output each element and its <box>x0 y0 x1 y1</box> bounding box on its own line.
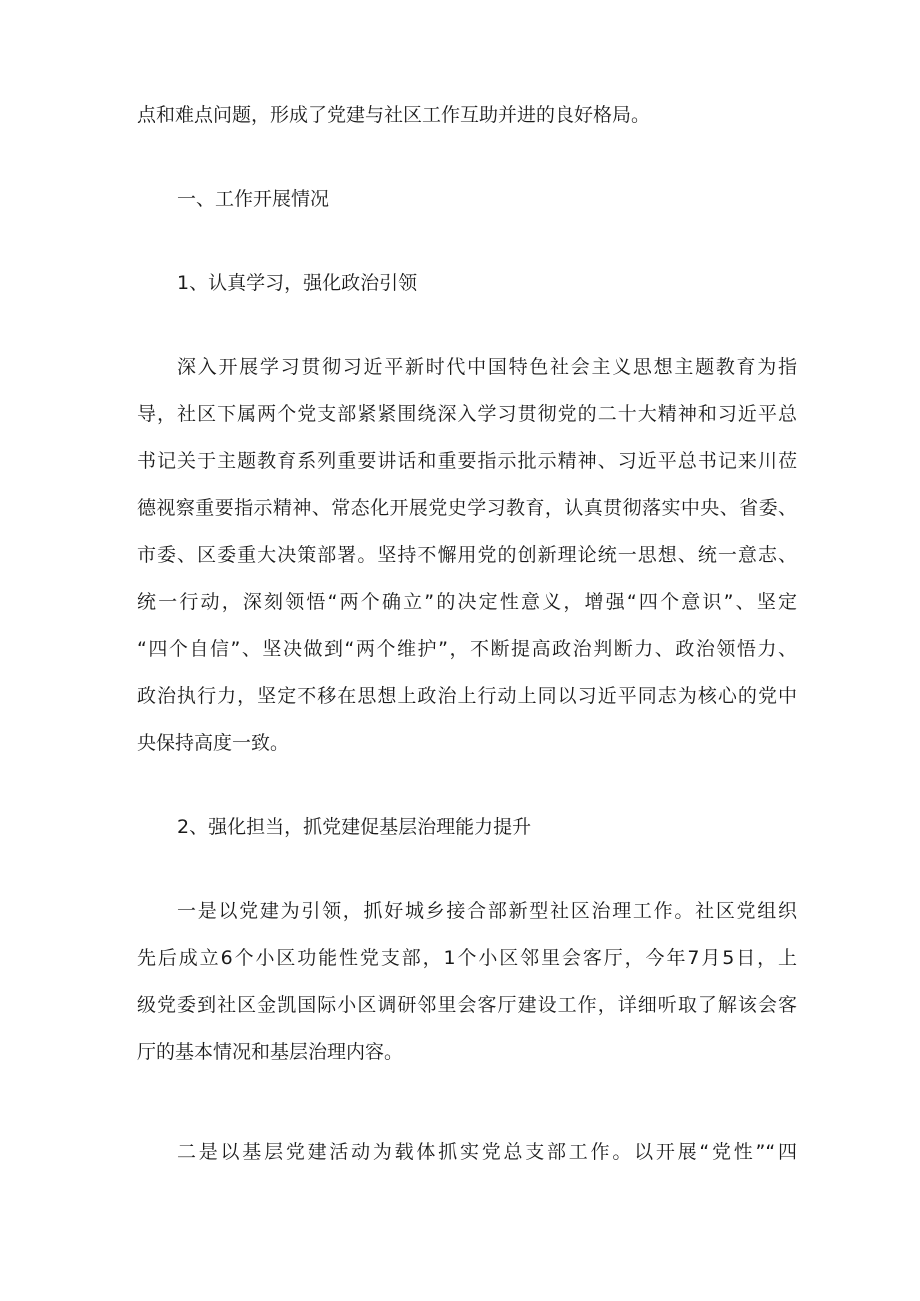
paragraph-1-line: 政治执行力，坚定不移在思想上政治上行动上同以习近平同志为核心的党中 <box>137 685 797 707</box>
section-1-title: 一、工作开展情况 <box>177 188 330 210</box>
paragraph-1-line: 导，社区下属两个党支部紧紧围绕深入学习贯彻党的二十大精神和习近平总 <box>137 403 797 425</box>
paragraph-1-line: 央保持高度一致。 <box>137 732 290 754</box>
subsection-2-title: 2、强化担当，抓党建促基层治理能力提升 <box>177 816 532 838</box>
paragraph-1-line: 市委、区委重大决策部署。坚持不懈用党的创新理论统一思想、统一意志、 <box>137 544 797 566</box>
paragraph-1-line: 书记关于主题教育系列重要讲话和重要指示批示精神、习近平总书记来川莅 <box>137 450 797 472</box>
paragraph-2-line: 级党委到社区金凯国际小区调研邻里会客厅建设工作，详细听取了解该会客 <box>137 994 797 1016</box>
paragraph-1-line: “四个自信”、坚决做到“两个维护”，不断提高政治判断力、政治领悟力、 <box>137 638 797 660</box>
subsection-1-title: 1、认真学习，强化政治引领 <box>177 272 418 294</box>
paragraph-1-line: 统一行动，深刻领悟“两个确立”的决定性意义，增强“四个意识”、坚定 <box>137 591 797 613</box>
intro-tail-line: 点和难点问题，形成了党建与社区工作互助并进的良好格局。 <box>137 104 651 126</box>
paragraph-2-line: 厅的基本情况和基层治理内容。 <box>137 1041 404 1063</box>
paragraph-1-line: 德视察重要指示精神、常态化开展党史学习教育，认真贯彻落实中央、省委、 <box>137 497 797 519</box>
paragraph-2-line: 一是以党建为引领，抓好城乡接合部新型社区治理工作。社区党组织 <box>177 900 797 922</box>
paragraph-3-line: 二是以基层党建活动为载体抓实党总支部工作。以开展“党性”“四 <box>177 1141 797 1163</box>
paragraph-1-line: 深入开展学习贯彻习近平新时代中国特色社会主义思想主题教育为指 <box>177 356 797 378</box>
paragraph-2-line: 先后成立6个小区功能性党支部，1个小区邻里会客厅，今年7月5日，上 <box>137 947 797 969</box>
